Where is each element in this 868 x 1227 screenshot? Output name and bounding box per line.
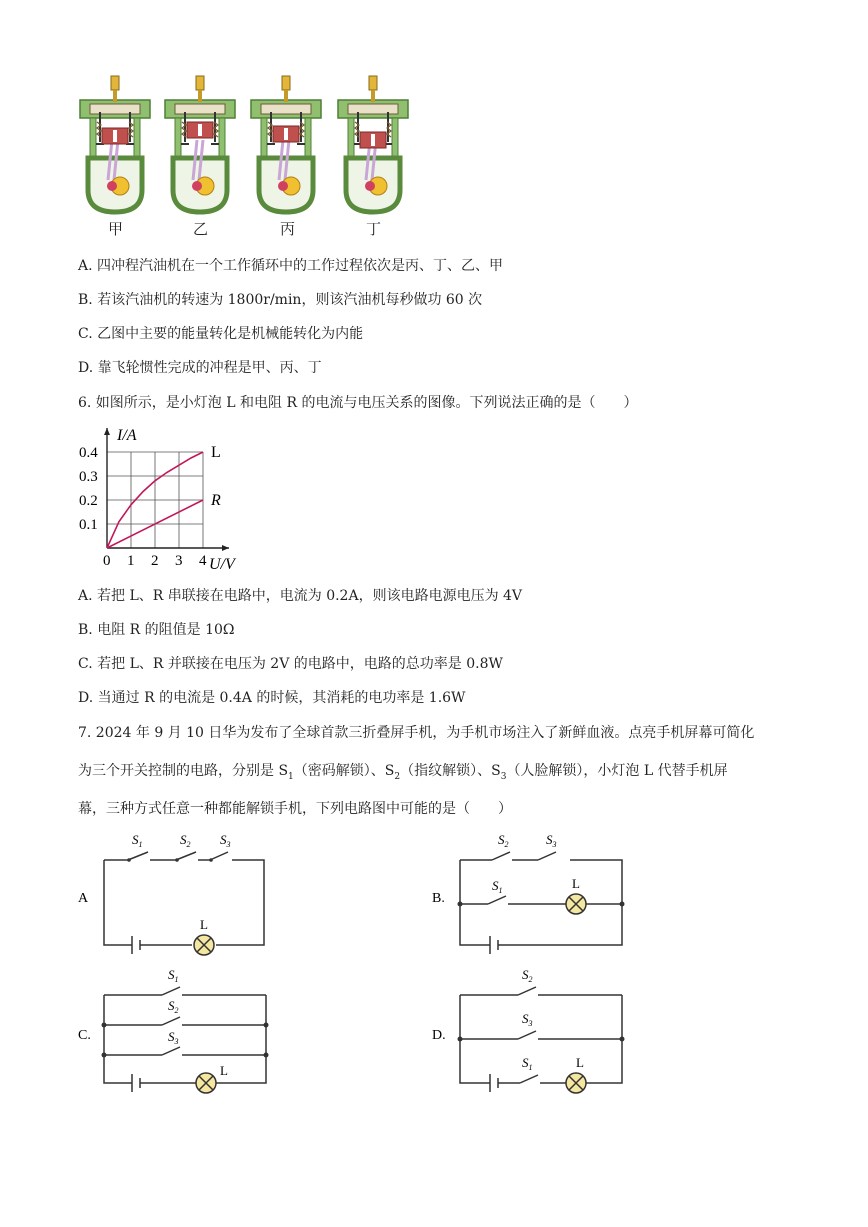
engine-label-bing: 丙 bbox=[280, 220, 296, 238]
q6-option-a[interactable]: A. 若把 L、R 串联接在电路中，电流为 0.2A，则该电路电源电压为 4V bbox=[78, 588, 523, 604]
q5-option-a[interactable]: A. 四冲程汽油机在一个工作循环中的工作过程依次是丙、丁、乙、甲 bbox=[78, 258, 504, 274]
engine-figure-yi bbox=[163, 70, 239, 215]
svg-text:S1: $S_1$ bbox=[492, 878, 503, 895]
svg-text:L: L bbox=[220, 1063, 228, 1078]
y-axis-arrow bbox=[104, 428, 110, 435]
svg-text:S3: $S_3$ bbox=[168, 1029, 179, 1046]
q5-option-b[interactable]: B. 若该汽油机的转速为 1800r/min，则该汽油机每秒做功 60 次 bbox=[78, 292, 483, 308]
svg-text:S2: $S_2$ bbox=[168, 998, 179, 1015]
q6-option-d[interactable]: D. 当通过 R 的电流是 0.4A 的时候，其消耗的电功率是 1.6W bbox=[78, 690, 466, 706]
svg-text:L: L bbox=[572, 876, 580, 891]
svg-text:S1: $S_1$ bbox=[168, 967, 179, 984]
engine-label-jia: 甲 bbox=[108, 220, 124, 238]
y-axis-label: I/A bbox=[117, 427, 137, 444]
circuit-d[interactable] bbox=[430, 965, 640, 1095]
engine-figure-jia bbox=[78, 70, 154, 215]
q7-stem-line3: 幕，三种方式任意一种都能解锁手机，下列电路图中可能的是（ ） bbox=[78, 801, 512, 817]
y-tick-label: 0.3 bbox=[79, 469, 98, 485]
x-axis-arrow bbox=[222, 545, 229, 551]
x-axis-label: U/V bbox=[209, 556, 235, 573]
x-tick-label: 3 bbox=[175, 553, 183, 569]
circuit-a-letter: A bbox=[78, 891, 89, 906]
series-label-R: R bbox=[211, 492, 221, 509]
q6-stem: 6. 如图所示，是小灯泡 L 和电阻 R 的电流与电压关系的图像。下列说法正确的是（ ） bbox=[78, 395, 638, 411]
svg-text:S2: $S_2$ bbox=[180, 832, 191, 849]
q6-option-b[interactable]: B. 电阻 R 的阻值是 10Ω bbox=[78, 622, 235, 638]
y-tick-label: 0.1 bbox=[79, 517, 98, 533]
x-tick-label: 0 bbox=[103, 553, 111, 569]
iu-graph bbox=[70, 420, 270, 575]
svg-text:S2: $S_2$ bbox=[522, 967, 533, 984]
svg-text:S1: $S_1$ bbox=[522, 1055, 533, 1072]
q7-stem-line2: 为三个开关控制的电路，分别是 $S_1$（密码解锁）、$S_2$（指纹解锁）、$S_3$（人脸解锁），小灯泡 L 代替手机屏 bbox=[78, 763, 728, 782]
x-tick-label: 2 bbox=[151, 553, 159, 569]
svg-text:S2: $S_2$ bbox=[498, 832, 509, 849]
svg-text:S1: $S_1$ bbox=[132, 832, 143, 849]
engine-label-yi: 乙 bbox=[193, 220, 209, 238]
y-tick-label: 0.4 bbox=[79, 445, 98, 461]
svg-text:L: L bbox=[200, 917, 208, 932]
x-tick-label: 1 bbox=[127, 553, 135, 569]
series-label-L: L bbox=[211, 444, 221, 461]
circuit-c-letter: C. bbox=[78, 1028, 91, 1043]
x-tick-label: 4 bbox=[199, 553, 207, 569]
circuit-c[interactable] bbox=[70, 965, 280, 1095]
q6-option-c[interactable]: C. 若把 L、R 并联接在电压为 2V 的电路中，电路的总功率是 0.8W bbox=[78, 656, 503, 672]
svg-text:S3: $S_3$ bbox=[522, 1011, 533, 1028]
circuit-b-letter: B. bbox=[432, 891, 445, 906]
q5-option-c[interactable]: C. 乙图中主要的能量转化是机械能转化为内能 bbox=[78, 326, 364, 342]
svg-text:L: L bbox=[576, 1055, 584, 1070]
circuit-b[interactable] bbox=[430, 830, 640, 965]
svg-text:S3: $S_3$ bbox=[546, 832, 557, 849]
engine-figure-ding bbox=[336, 70, 412, 215]
q5-option-d[interactable]: D. 靠飞轮惯性完成的冲程是甲、丙、丁 bbox=[78, 360, 322, 376]
engine-figure-bing bbox=[249, 70, 325, 215]
y-tick-label: 0.2 bbox=[79, 493, 98, 509]
circuit-d-letter: D. bbox=[432, 1028, 446, 1043]
q7-stem-line1: 7. 2024 年 9 月 10 日华为发布了全球首款三折叠屏手机，为手机市场注入了新鲜血液。点亮手机屏幕可简化 bbox=[78, 725, 755, 741]
circuit-a[interactable] bbox=[70, 830, 280, 965]
engine-label-ding: 丁 bbox=[366, 220, 382, 238]
svg-text:S3: $S_3$ bbox=[220, 832, 231, 849]
